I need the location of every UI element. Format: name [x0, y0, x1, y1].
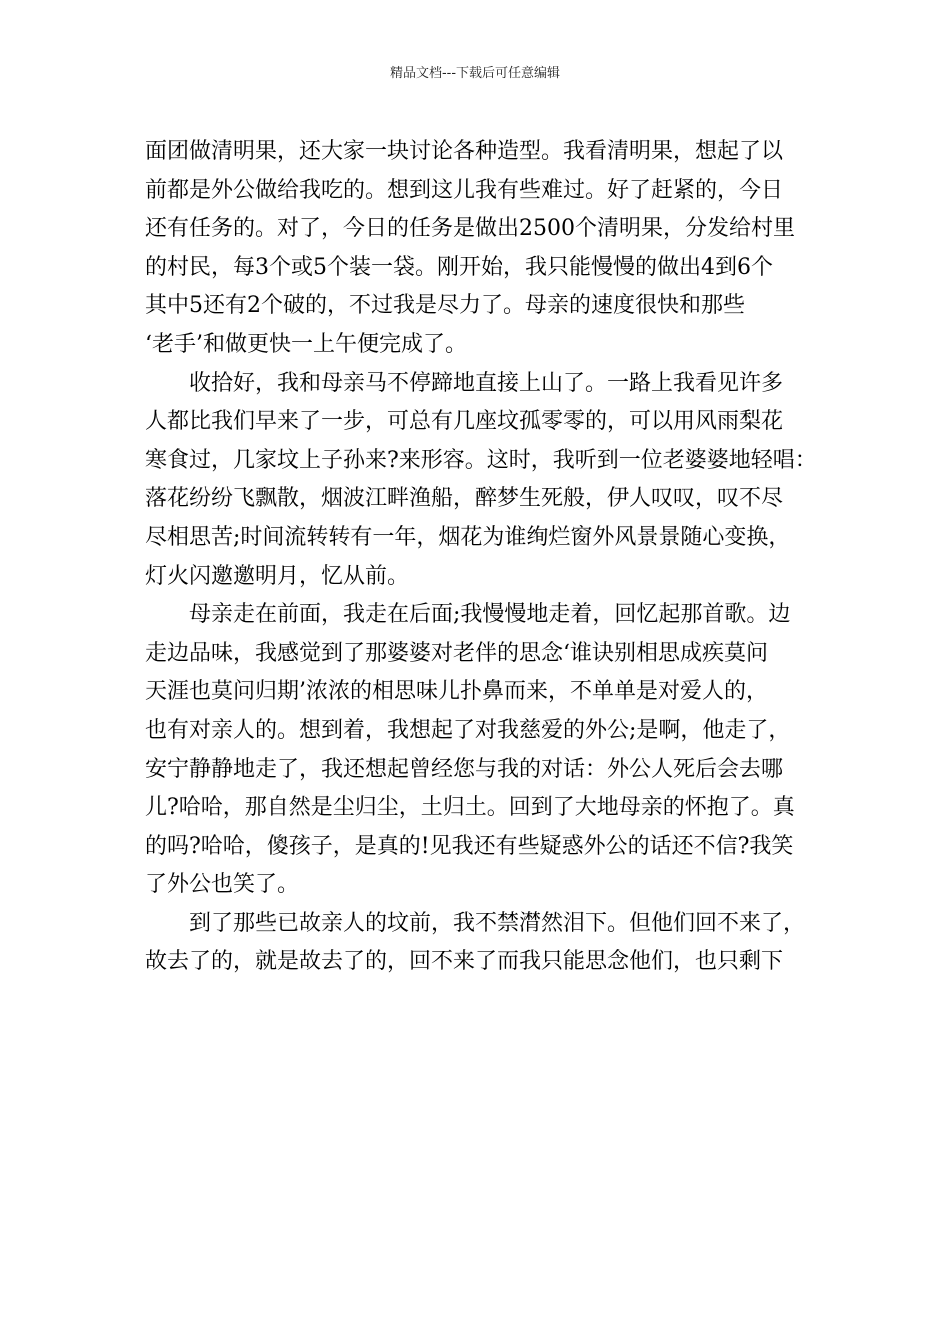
text-line: 母亲走在前面，我走在后面;我慢慢地走着，回忆起那首歌。边	[189, 602, 791, 628]
text-line: 故去了的，就是故去了的，回不来了而我只能思念他们，也只剩下	[145, 949, 784, 975]
text-line: 的村民，每3个或5个装一袋。刚开始，我只能慢慢的做出4到6个	[145, 254, 773, 280]
text-line: 人都比我们早来了一步，可总有几座坟孤零零的，可以用风雨梨花	[145, 409, 784, 435]
text-line: 收拾好，我和母亲马不停蹄地直接上山了。一路上我看见许多	[189, 370, 784, 396]
text-line: 也有对亲人的。想到着，我想起了对我慈爱的外公;是啊，他走了，	[145, 717, 791, 743]
text-line: 面团做清明果，还大家一块讨论各种造型。我看清明果，想起了以	[145, 139, 784, 164]
text-line: 落花纷纷飞飘散，烟波江畔渔船，醉梦生死般，伊人叹叹，叹不尽	[145, 486, 784, 512]
essay-body	[145, 133, 825, 982]
text-line: ‘老手’和做更快一上午便完成了。	[145, 331, 467, 357]
text-line: 寒食过，几家坟上子孙来?来形容。这时，我听到一位老婆婆地轻唱：	[145, 447, 817, 473]
text-line: 前都是外公做给我吃的。想到这儿我有些难过。好了赶紧的，今日	[145, 177, 784, 203]
text-line: 到了那些已故亲人的坟前，我不禁潸然泪下。但他们回不来了，	[189, 910, 806, 936]
text-line: 尽相思苦;时间流转转有一年，烟花为谁绚烂窗外风景景随心变换，	[145, 524, 791, 550]
text-line: 天涯也莫问归期’浓浓的相思味儿扑鼻而来，不单单是对爱人的，	[145, 679, 768, 705]
text-line: 了外公也笑了。	[145, 872, 300, 898]
text-line: 安宁静静地走了，我还想起曾经您与我的对话：外公人死后会去哪	[145, 756, 784, 782]
text-line: 还有任务的。对了，今日的任务是做出2500个清明果，分发给村里	[145, 216, 795, 242]
text-line: 的吗?哈哈，傻孩子，是真的!见我还有些疑惑外公的话还不信?我笑	[145, 833, 794, 859]
text-line: 走边品味，我感觉到了那婆婆对老伴的思念‘谁诀别相思成疾莫问	[145, 640, 768, 666]
text-line: 灯火闪邀邀明月，忆从前。	[145, 563, 410, 589]
text-line: 其中5还有2个破的，不过我是尽力了。母亲的速度很快和那些	[145, 293, 745, 319]
text-line: 儿?哈哈，那自然是尘归尘，土归土。回到了大地母亲的怀抱了。真	[145, 795, 795, 821]
page-header: 精品文档---下载后可任意编辑	[389, 66, 561, 81]
